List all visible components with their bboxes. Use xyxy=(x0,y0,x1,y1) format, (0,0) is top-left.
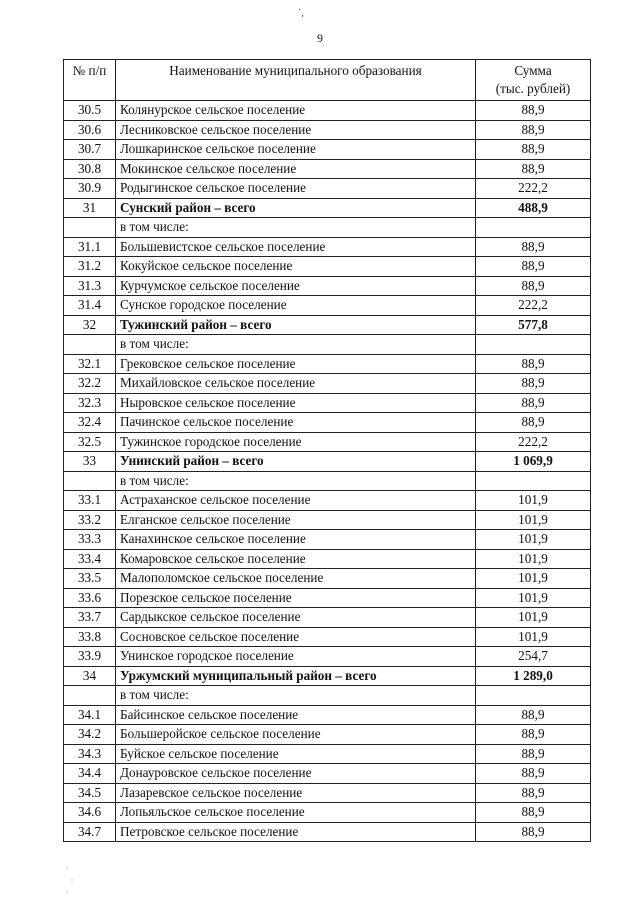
row-municipality-name: Лошкаринское сельское поселение xyxy=(116,140,476,160)
table-row xyxy=(64,569,591,589)
table-row xyxy=(64,764,591,784)
table-row-district-total xyxy=(64,198,591,218)
row-amount xyxy=(476,686,591,706)
row-number: 31 xyxy=(64,198,116,218)
row-amount: 101,9 xyxy=(476,627,591,647)
row-municipality-name: Сардыкское сельское поселение xyxy=(116,608,476,628)
row-municipality-name: Канахинское сельское поселение xyxy=(116,530,476,550)
row-municipality-name: Большеройское сельское поселение xyxy=(116,725,476,745)
row-municipality-name: Петровское сельское поселение xyxy=(116,822,476,842)
row-amount: 1 069,9 xyxy=(476,452,591,472)
table-row xyxy=(64,120,591,140)
table-row xyxy=(64,686,591,706)
row-amount: 101,9 xyxy=(476,549,591,569)
row-number: 34.7 xyxy=(64,822,116,842)
table-row xyxy=(64,296,591,316)
table-row xyxy=(64,822,591,842)
row-number xyxy=(64,471,116,491)
row-number: 32.1 xyxy=(64,354,116,374)
table-row-district-total xyxy=(64,666,591,686)
row-number: 30.8 xyxy=(64,159,116,179)
row-municipality-name: Тужинский район – всего xyxy=(116,315,476,335)
table-row xyxy=(64,140,591,160)
row-municipality-name: Буйское сельское поселение xyxy=(116,744,476,764)
table-row xyxy=(64,783,591,803)
row-amount: 101,9 xyxy=(476,608,591,628)
row-amount: 88,9 xyxy=(476,257,591,277)
row-municipality-name: Сунский район – всего xyxy=(116,198,476,218)
row-amount: 88,9 xyxy=(476,764,591,784)
header-amount xyxy=(476,60,591,101)
row-municipality-name: Астраханское сельское поселение xyxy=(116,491,476,511)
row-number xyxy=(64,686,116,706)
table-row xyxy=(64,237,591,257)
header-number: № п/п xyxy=(64,60,116,101)
table-row-district-total xyxy=(64,315,591,335)
table-row xyxy=(64,276,591,296)
distribution-table xyxy=(63,59,591,842)
row-municipality-name: Мокинское сельское поселение xyxy=(116,159,476,179)
row-number xyxy=(64,335,116,355)
row-amount: 88,9 xyxy=(476,725,591,745)
row-municipality-name: Донауровское сельское поселение xyxy=(116,764,476,784)
row-number: 34.2 xyxy=(64,725,116,745)
table-row xyxy=(64,803,591,823)
table-row xyxy=(64,627,591,647)
row-amount xyxy=(476,335,591,355)
row-number: 34.6 xyxy=(64,803,116,823)
header-municipality-name: Наименование муниципального образования xyxy=(116,60,476,101)
row-number: 30.9 xyxy=(64,179,116,199)
table-row xyxy=(64,432,591,452)
row-amount: 222,2 xyxy=(476,179,591,199)
table-row xyxy=(64,257,591,277)
row-amount xyxy=(476,471,591,491)
row-amount: 88,9 xyxy=(476,140,591,160)
row-amount: 88,9 xyxy=(476,783,591,803)
row-number: 32.3 xyxy=(64,393,116,413)
row-number: 31.1 xyxy=(64,237,116,257)
row-municipality-name: Лесниковское сельское поселение xyxy=(116,120,476,140)
row-amount: 88,9 xyxy=(476,705,591,725)
row-municipality-name: Родыгинское сельское поселение xyxy=(116,179,476,199)
row-municipality-name: в том числе: xyxy=(116,686,476,706)
page-number: 9 xyxy=(317,31,323,45)
table-row xyxy=(64,530,591,550)
row-number: 33.5 xyxy=(64,569,116,589)
row-municipality-name: Елганское сельское поселение xyxy=(116,510,476,530)
table-row xyxy=(64,608,591,628)
table-row xyxy=(64,179,591,199)
row-amount: 577,8 xyxy=(476,315,591,335)
row-municipality-name: Большевистское сельское поселение xyxy=(116,237,476,257)
header-amount-line2: (тыс. рублей) xyxy=(495,81,571,96)
table-row-district-total xyxy=(64,452,591,472)
row-number: 33.7 xyxy=(64,608,116,628)
row-number: 32.4 xyxy=(64,413,116,433)
row-number: 33.6 xyxy=(64,588,116,608)
row-amount: 88,9 xyxy=(476,276,591,296)
table-row xyxy=(64,413,591,433)
row-number: 34.1 xyxy=(64,705,116,725)
table-row xyxy=(64,549,591,569)
table-row xyxy=(64,705,591,725)
row-number: 31.4 xyxy=(64,296,116,316)
header-amount-line1: Сумма xyxy=(514,63,552,78)
row-amount: 222,2 xyxy=(476,296,591,316)
row-number: 30.5 xyxy=(64,101,116,121)
table-row xyxy=(64,647,591,667)
row-amount: 101,9 xyxy=(476,530,591,550)
row-number: 33.1 xyxy=(64,491,116,511)
row-municipality-name: Сосновское сельское поселение xyxy=(116,627,476,647)
row-number: 34 xyxy=(64,666,116,686)
row-municipality-name: Байсинское сельское поселение xyxy=(116,705,476,725)
row-amount: 88,9 xyxy=(476,101,591,121)
row-number: 34.3 xyxy=(64,744,116,764)
row-municipality-name: Пачинское сельское поселение xyxy=(116,413,476,433)
row-number: 34.5 xyxy=(64,783,116,803)
row-number: 33.4 xyxy=(64,549,116,569)
table-row xyxy=(64,354,591,374)
row-amount: 88,9 xyxy=(476,120,591,140)
row-amount: 101,9 xyxy=(476,588,591,608)
row-municipality-name: Комаровское сельское поселение xyxy=(116,549,476,569)
scan-margin-marks: · · · xyxy=(66,863,74,897)
table-row xyxy=(64,101,591,121)
row-number: 33.9 xyxy=(64,647,116,667)
row-amount: 88,9 xyxy=(476,159,591,179)
row-amount: 254,7 xyxy=(476,647,591,667)
row-amount xyxy=(476,218,591,238)
row-municipality-name: Ныровское сельское поселение xyxy=(116,393,476,413)
row-number: 33.3 xyxy=(64,530,116,550)
row-municipality-name: Малополомское сельское поселение xyxy=(116,569,476,589)
row-amount: 488,9 xyxy=(476,198,591,218)
row-municipality-name: Колянурское сельское поселение xyxy=(116,101,476,121)
row-amount: 101,9 xyxy=(476,569,591,589)
row-number: 30.7 xyxy=(64,140,116,160)
table-row xyxy=(64,588,591,608)
row-number: 30.6 xyxy=(64,120,116,140)
row-amount: 222,2 xyxy=(476,432,591,452)
table-row xyxy=(64,725,591,745)
row-municipality-name: Унинский район – всего xyxy=(116,452,476,472)
row-amount: 88,9 xyxy=(476,803,591,823)
row-number: 33 xyxy=(64,452,116,472)
row-municipality-name: Кокуйское сельское поселение xyxy=(116,257,476,277)
row-municipality-name: в том числе: xyxy=(116,218,476,238)
table-header-row xyxy=(64,60,591,101)
table-row xyxy=(64,471,591,491)
table-row xyxy=(64,159,591,179)
row-municipality-name: в том числе: xyxy=(116,335,476,355)
row-amount: 88,9 xyxy=(476,354,591,374)
row-municipality-name: в том числе: xyxy=(116,471,476,491)
row-number: 34.4 xyxy=(64,764,116,784)
row-amount: 88,9 xyxy=(476,822,591,842)
table-row xyxy=(64,744,591,764)
row-number: 31.3 xyxy=(64,276,116,296)
row-amount: 1 289,0 xyxy=(476,666,591,686)
row-municipality-name: Тужинское городское поселение xyxy=(116,432,476,452)
row-amount: 88,9 xyxy=(476,413,591,433)
row-municipality-name: Порезское сельское поселение xyxy=(116,588,476,608)
row-municipality-name: Курчумское сельское поселение xyxy=(116,276,476,296)
row-amount: 88,9 xyxy=(476,744,591,764)
row-number: 33.2 xyxy=(64,510,116,530)
table-row xyxy=(64,335,591,355)
table-row xyxy=(64,491,591,511)
table-row xyxy=(64,510,591,530)
row-amount: 88,9 xyxy=(476,393,591,413)
row-municipality-name: Грековское сельское поселение xyxy=(116,354,476,374)
row-municipality-name: Сунское городское поселение xyxy=(116,296,476,316)
row-municipality-name: Унинское городское поселение xyxy=(116,647,476,667)
row-municipality-name: Уржумский муниципальный район – всего xyxy=(116,666,476,686)
row-amount: 101,9 xyxy=(476,491,591,511)
row-amount: 88,9 xyxy=(476,237,591,257)
row-municipality-name: Михайловское сельское поселение xyxy=(116,374,476,394)
row-amount: 101,9 xyxy=(476,510,591,530)
table-row xyxy=(64,393,591,413)
table-row xyxy=(64,374,591,394)
row-number: 32.5 xyxy=(64,432,116,452)
table-row xyxy=(64,218,591,238)
scan-speck-mark: ˙, xyxy=(298,8,304,19)
row-municipality-name: Лопьяльское сельское поселение xyxy=(116,803,476,823)
row-number: 33.8 xyxy=(64,627,116,647)
row-municipality-name: Лазаревское сельское поселение xyxy=(116,783,476,803)
row-number xyxy=(64,218,116,238)
row-number: 32 xyxy=(64,315,116,335)
row-amount: 88,9 xyxy=(476,374,591,394)
row-number: 32.2 xyxy=(64,374,116,394)
row-number: 31.2 xyxy=(64,257,116,277)
